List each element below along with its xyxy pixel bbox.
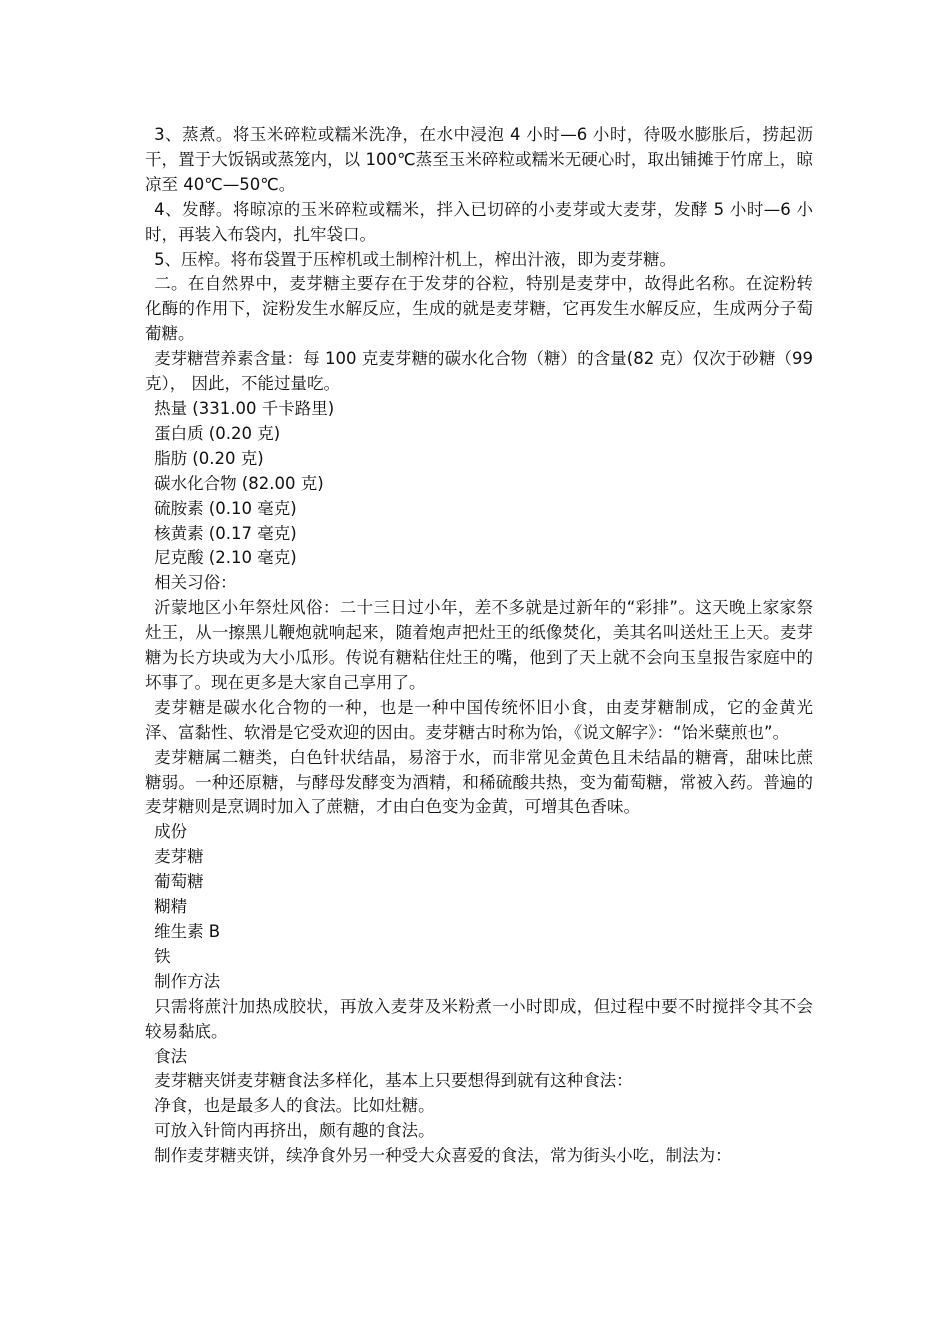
nutrition-item-energy: 热量 (331.00 千卡路里) xyxy=(154,398,335,418)
heading-ingredients: 成份 xyxy=(154,822,188,842)
ingredient-dextrin: 糊精 xyxy=(154,897,188,917)
eating-method-sandwich: 制作麦芽糖夹饼，续净食外另一种受大众喜爱的食法，常为街头小吃，制法为： xyxy=(154,1146,732,1166)
nutrition-item-niacin: 尼克酸 (2.10 毫克) xyxy=(154,548,297,568)
nutrition-item-protein: 蛋白质 (0.20 克) xyxy=(154,423,281,443)
paragraph-nutrition-intro: 麦芽糖营养素含量：每 100 克麦芽糖的碳水化合物（糖）的含量(82 克）仅次于砂糖（99 克）， 因此，不能过量吃。 xyxy=(145,349,813,394)
paragraph-maltose-chemistry: 麦芽糖属二糖类，白色针状结晶，易溶于水，而非常见金黄色且未结晶的糖膏，甜味比蔗糖弱。一种还原糖，与酵母发酵变为酒精，和稀硫酸共热，变为葡萄糖，常被入药。普遍的麦芽糖则是烹调时加入了蔗糖，才由白色变为金黄，可增其色香味。 xyxy=(145,747,813,817)
ingredient-glucose: 葡萄糖 xyxy=(154,872,204,892)
paragraph-pressing: 5、压榨。将布袋置于压榨机或土制榨汁机上，榨出汁液，即为麦芽糖。 xyxy=(154,249,677,269)
nutrition-item-fat: 脂肪 (0.20 克) xyxy=(154,448,264,468)
ingredient-iron: 铁 xyxy=(154,946,171,966)
paragraph-custom-yimeng: 沂蒙地区小年祭灶风俗：二十三日过小年，差不多就是过新年的“彩排”。这天晚上家家祭灶王，从一擦黑儿鞭炮就响起来，随着炮声把灶王的纸像焚化，美其名叫送灶王上天。麦芽糖为长方块或为大小瓜形。传说有糖粘住灶王的嘴，他到了天上就不会向玉皇报告家庭中的坏事了。现在更多是大家自己享用了。 xyxy=(145,598,813,692)
ingredient-vitamin-b: 维生素 B xyxy=(154,922,221,941)
paragraph-fermentation: 4、发酵。将晾凉的玉米碎粒或糯米，拌入已切碎的小麦芽或大麦芽，发酵 5 小时—6 小时，再装入布袋内，扎牢袋口。 xyxy=(145,199,813,244)
paragraph-maltose-snack: 麦芽糖是碳水化合物的一种，也是一种中国传统怀旧小食，由麦芽糖制成，它的金黄光泽、富黏性、软滑是它受欢迎的因由。麦芽糖古时称为饴，《说文解字》：“饴米糵煎也”。 xyxy=(145,697,813,742)
eating-method-syringe: 可放入针筒内再挤出，颇有趣的食法。 xyxy=(154,1121,435,1141)
heading-eating-methods: 食法 xyxy=(154,1046,188,1066)
paragraph-steaming: 3、蒸煮。将玉米碎粒或糯米洗净，在水中浸泡 4 小时—6 小时，待吸水膨胀后，捞起沥干，置于大饭锅或蒸笼内，以 100℃蒸至玉米碎粒或糯米无硬心时，取出铺摊于竹席上，晾凉至 40℃—50℃。 xyxy=(145,125,813,194)
eating-method-plain: 净食，也是最多人的食法。比如灶糖。 xyxy=(154,1096,435,1116)
heading-customs: 相关习俗： xyxy=(154,573,237,593)
nutrition-item-riboflavin: 核黄素 (0.17 毫克) xyxy=(154,523,297,543)
ingredient-maltose: 麦芽糖 xyxy=(154,847,204,867)
heading-preparation: 制作方法 xyxy=(154,971,221,991)
nutrition-item-carbohydrate: 碳水化合物 (82.00 克) xyxy=(154,473,324,493)
paragraph-nature: 二。在自然界中，麦芽糖主要存在于发芽的谷粒，特别是麦芽中，故得此名称。在淀粉转化酶的作用下，淀粉发生水解反应，生成的就是麦芽糖，它再发生水解反应，生成两分子萄葡糖。 xyxy=(145,274,813,344)
nutrition-item-thiamine: 硫胺素 (0.10 毫克) xyxy=(154,498,297,518)
document-body xyxy=(145,123,813,1169)
paragraph-preparation: 只需将蔗汁加热成胶状，再放入麦芽及米粉煮一小时即成，但过程中要不时搅拌令其不会较易黏底。 xyxy=(145,996,813,1041)
paragraph-eating-intro: 麦芽糖夹饼麦芽糖食法多样化，基本上只要想得到就有这种食法： xyxy=(154,1071,633,1091)
